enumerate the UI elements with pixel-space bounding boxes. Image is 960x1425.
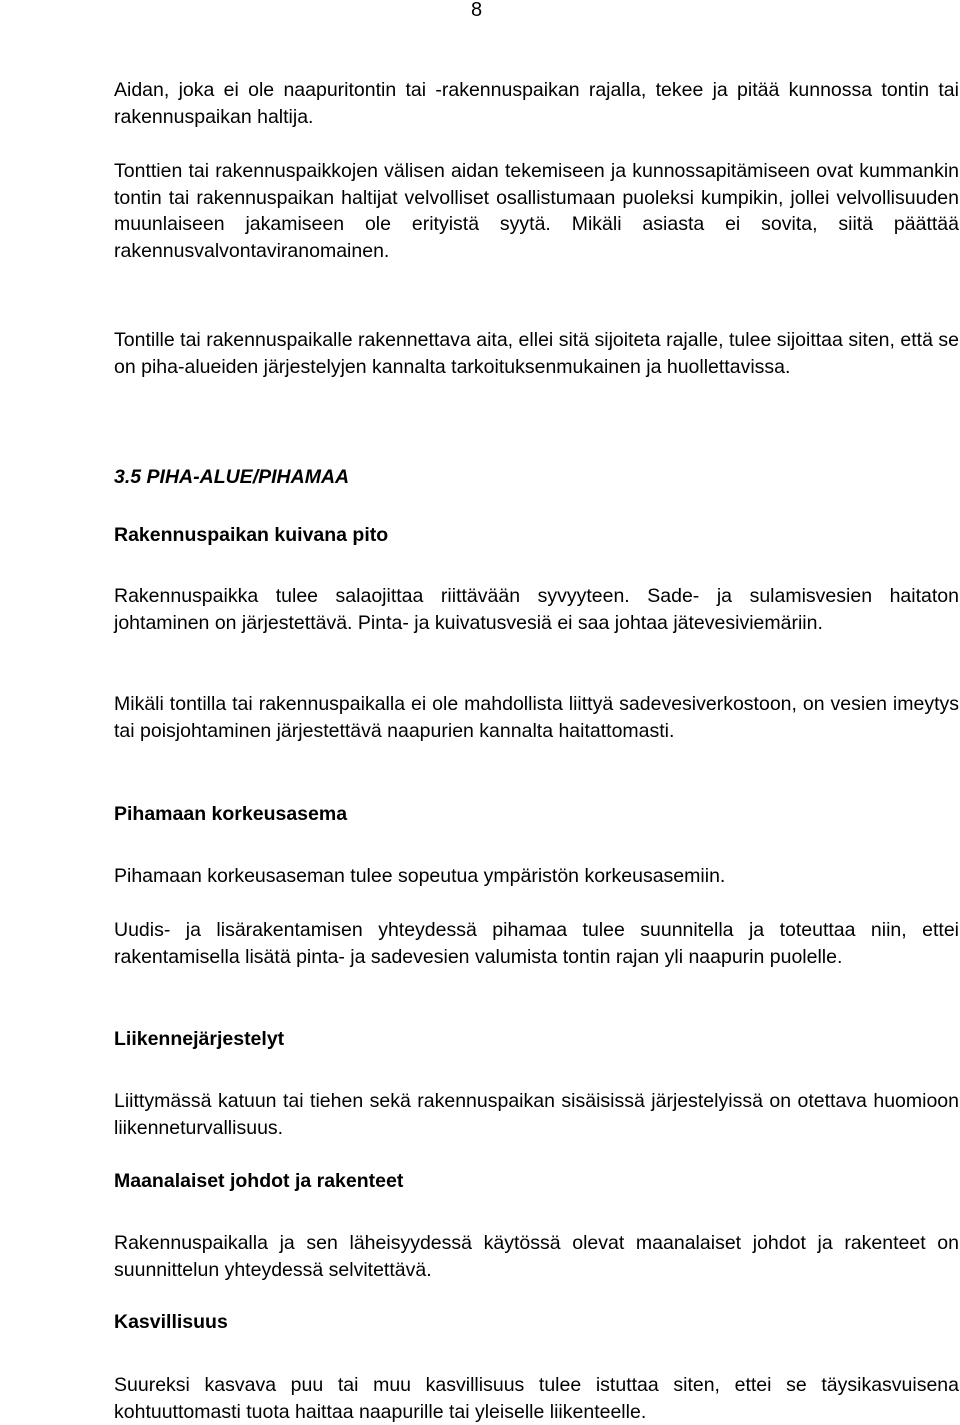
paragraph-uudisrakentaminen: Uudis- ja lisärakentamisen yhteydessä pihamaa tulee suunnitella ja toteuttaa niin, ettei rakentamisella lisätä pinta- ja sadevesien valumista tontin rajan yli naapurin puolelle. bbox=[114, 919, 959, 968]
subheading-kasvillisuus: Kasvillisuus bbox=[114, 1311, 228, 1333]
subheading-maanalaiset-johdot: Maanalaiset johdot ja rakenteet bbox=[114, 1170, 404, 1192]
section-heading-piha-alue: 3.5 PIHA-ALUE/PIHAMAA bbox=[114, 466, 350, 488]
subheading-liikennejarjestelyt: Liikennejärjestelyt bbox=[114, 1028, 285, 1050]
paragraph-fence-responsibility: Aidan, joka ei ole naapuritontin tai -rakennuspaikan rajalla, tekee ja pitää kunnossa tontin tai rakennuspaikan haltija. bbox=[114, 79, 959, 128]
subheading-kuivana-pito: Rakennuspaikan kuivana pito bbox=[114, 524, 389, 546]
paragraph-korkeusasema: Pihamaan korkeusaseman tulee sopeutua ympäristön korkeusasemiin. bbox=[114, 865, 726, 887]
paragraph-maanalaiset-johdot: Rakennuspaikalla ja sen läheisyydessä käytössä olevat maanalaiset johdot ja rakenteet on suunnittelun yhteydessä selvitettävä. bbox=[114, 1232, 959, 1281]
page-number: 8 bbox=[471, 0, 483, 21]
paragraph-kasvillisuus: Suureksi kasvava puu tai muu kasvillisuus tulee istuttaa siten, ettei se täysikasvuisena kohtuuttomasti tuota haittaa naapurille tai yleiselle liikenteelle. bbox=[114, 1374, 959, 1423]
paragraph-shared-fence: Tonttien tai rakennuspaikkojen välisen aidan tekemiseen ja kunnossapitämiseen ovat kummankin tontin tai rakennuspaikan haltijat velvolliset osallistumaan puoleksi kumpikin, jollei velvollisuuden muunlaiseen jakamiseen ole erityistä syytä. Mikäli asiasta ei sovita, siitä päättää rakennusvalvontaviranomainen. bbox=[114, 160, 959, 262]
paragraph-sadevesiverkosto: Mikäli tontilla tai rakennuspaikalla ei ole mahdollista liittyä sadevesiverkostoon, on vesien imeytys tai poisjohtaminen järjestettävä naapurien kannalta haitattomasti. bbox=[114, 693, 959, 742]
paragraph-fence-placement: Tontille tai rakennuspaikalle rakennettava aita, ellei sitä sijoiteta rajalle, tulee sijoittaa siten, että se on piha-alueiden järjestelyjen kannalta tarkoituksenmukainen ja huollettavissa. bbox=[114, 329, 959, 378]
paragraph-liikenneturvallisuus: Liittymässä katuun tai tiehen sekä rakennuspaikan sisäisissä järjestelyissä on otettava huomioon liikenneturvallisuus. bbox=[114, 1090, 959, 1139]
paragraph-salaojitus: Rakennuspaikka tulee salaojittaa riittävään syvyyteen. Sade- ja sulamisvesien haitaton johtaminen on järjestettävä. Pinta- ja kuivatusvesiä ei saa johtaa jätevesiviemäriin. bbox=[114, 585, 959, 634]
subheading-korkeusasema: Pihamaan korkeusasema bbox=[114, 803, 348, 825]
